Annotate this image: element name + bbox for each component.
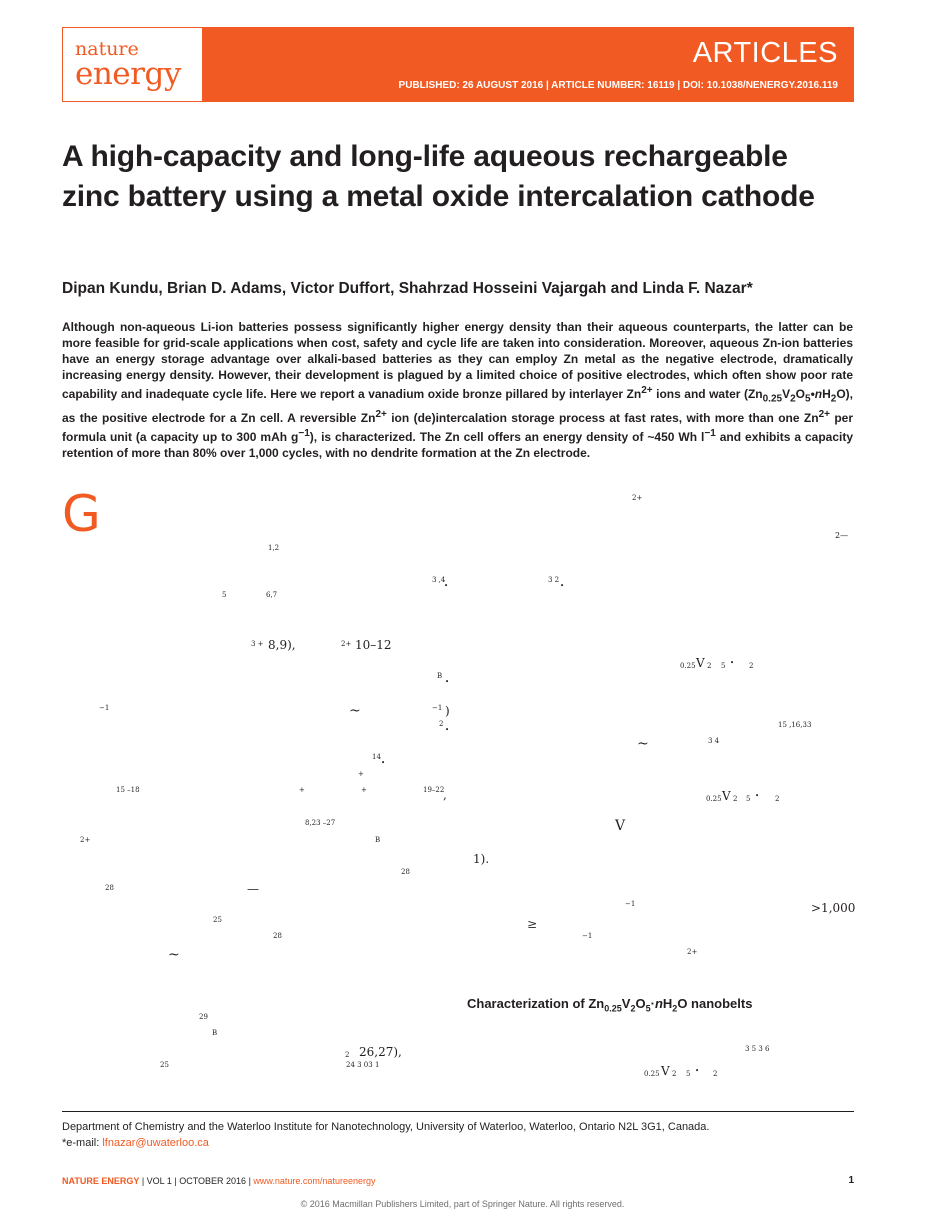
body-fragment: B (375, 836, 381, 844)
article-title: A high-capacity and long-life aqueous rechargeable zinc battery using a metal oxide intercalation cathode (62, 140, 815, 213)
body-fragment: • (560, 582, 565, 590)
body-fragment: 3 + (251, 640, 264, 648)
journal-name: NATURE ENERGY (62, 1176, 140, 1186)
affiliation: Department of Chemistry and the Waterloo Institute for Nanotechnology, University of Waterloo, Waterloo, Ontario N2L 3G1, Canada. (62, 1121, 710, 1133)
body-fragment: B (212, 1029, 218, 1037)
body-fragment: 2— (835, 531, 849, 540)
body-fragment: V (661, 1064, 670, 1078)
body-fragment: 6,7 (266, 591, 278, 599)
body-fragment: 10–12 (355, 638, 392, 652)
publication-info: PUBLISHED: 26 AUGUST 2016 | ARTICLE NUMBER: 16119 | DOI: 10.1038/NENERGY.2016.119 (398, 80, 838, 91)
body-fragment: −1 (432, 704, 443, 712)
body-fragment: • (445, 726, 450, 734)
body-fragment: V (722, 789, 731, 803)
body-fragment: B (437, 672, 443, 680)
body-fragment: 25 (160, 1061, 169, 1069)
body-fragment: 3 2 (548, 576, 560, 584)
body-fragment: ~ (637, 736, 649, 752)
body-fragment: • (730, 659, 735, 667)
body-fragment: 2 (749, 662, 754, 670)
body-fragment: ~ (349, 703, 361, 719)
body-fragment: 5 (686, 1070, 691, 1078)
page-number: 1 (848, 1175, 854, 1186)
body-fragment: 28 (401, 868, 410, 876)
journal-header-bar (62, 27, 854, 102)
body-fragment: 29 (199, 1013, 208, 1021)
body-fragment: 2+ (341, 640, 352, 648)
body-fragment: 2 (672, 1070, 677, 1078)
body-fragment: ) (445, 704, 450, 718)
logo-energy-text: energy (75, 56, 181, 92)
corresponding-email: *e-mail: lfnazar@uwaterloo.ca (62, 1137, 209, 1149)
body-fragment: V (615, 818, 626, 834)
body-fragment: ~ (168, 947, 180, 963)
body-fragment: • (381, 759, 386, 767)
body-fragment: −1 (582, 932, 593, 940)
body-fragment: 2+ (80, 836, 91, 844)
body-fragment: 24 3 03 1 (346, 1061, 380, 1069)
body-fragment: 8,23 –27 (305, 819, 336, 827)
body-fragment: • (444, 582, 449, 590)
body-fragment: 5 (721, 662, 726, 670)
body-fragment: 15 –18 (116, 786, 140, 794)
body-fragment: 5 (222, 591, 227, 599)
section-label: ARTICLES (692, 37, 838, 69)
body-fragment: 3 5 3 6 (745, 1045, 770, 1053)
body-fragment: V (696, 656, 705, 670)
body-fragment: • (445, 678, 450, 686)
body-fragment: + (361, 786, 367, 794)
body-fragment: 26,27), (359, 1045, 402, 1059)
drop-cap: G (62, 485, 101, 543)
body-fragment: • (695, 1067, 700, 1075)
body-fragment: >1,000 (811, 901, 856, 915)
logo-nature-text: nature (75, 38, 139, 60)
section-heading-characterization: Characterization of $Zn_{0.25}V_2O_5\cdot nH_2O$ nanobelts (467, 996, 753, 1014)
journal-url-link[interactable]: www.nature.com/natureenergy (253, 1176, 376, 1186)
body-fragment: 2 (345, 1051, 350, 1059)
body-fragment: 0.25 (644, 1070, 660, 1078)
body-fragment: −1 (99, 704, 110, 712)
body-fragment: 8,9), (268, 638, 296, 652)
body-fragment: 3 ,4 (432, 576, 446, 584)
body-fragment: 28 (105, 884, 114, 892)
body-fragment: 2 (713, 1070, 718, 1078)
journal-logo[interactable] (62, 27, 203, 102)
body-fragment: 2 (733, 795, 738, 803)
body-fragment: 15 ,16,33 (778, 721, 812, 729)
body-fragment: 3 4 (708, 737, 720, 745)
body-fragment: 25 (213, 916, 222, 924)
body-fragment: • (755, 792, 760, 800)
body-fragment: + (358, 770, 364, 778)
body-fragment: 2+ (687, 948, 698, 956)
body-fragment: — (247, 882, 259, 896)
body-fragment: 2+ (632, 494, 643, 502)
body-fragment: 14 (372, 753, 381, 761)
body-fragment: + (299, 786, 305, 794)
body-fragment: −1 (625, 900, 636, 908)
journal-footer: NATURE ENERGY | VOL 1 | OCTOBER 2016 | www.nature.com/natureenergy (62, 1176, 376, 1186)
body-fragment: 1). (473, 852, 490, 866)
abstract: Although non-aqueous Li-ion batteries possess significantly higher energy density than their aqueous counterparts, the latter can be more feasible for grid-scale applications when cost, safety and cycle life are taken into consideration. Moreover, aqueous Zn-ion batteries have an energy storage advantage over alkali-based batteries as they can employ Zn metal as the negative electrode, dramatically increasing energy density. However, their development is plagued by a limited choice of positive electrodes, which often show poor rate capability and inadequate cycle life. Here we report a vanadium oxide bronze pillared by interlayer $Zn^{2+}$ ions and water $(Zn_{0.25}V_2O_5•nH_2O)$, as the positive electrode for a Zn cell. A reversible $Zn^{2+}$ ion (de)intercalation storage process at fast rates, with more than one $Zn^{2+}$ per formula unit (a capacity up to 300 mAh $g^{-1}$), is characterized. The Zn cell offers an energy density of ~450 Wh $l^{-1}$ and exhibits a capacity retention of more than 80% over 1,000 cycles, with no dendrite formation at the Zn electrode. (62, 320, 854, 461)
body-fragment: 5 (746, 795, 751, 803)
body-fragment: 0.25 (706, 795, 722, 803)
body-fragment: 19–22 (423, 786, 445, 794)
author-list: Dipan Kundu, Brian D. Adams, Victor Duffort, Shahrzad Hosseini Vajargah and Linda F. Nazar* (62, 280, 753, 297)
email-link[interactable]: lfnazar@uwaterloo.ca (102, 1137, 209, 1149)
body-fragment: , (443, 788, 447, 802)
body-fragment: 2 (439, 720, 444, 728)
body-fragment: 2 (775, 795, 780, 803)
copyright-notice: © 2016 Macmillan Publishers Limited, part of Springer Nature. All rights reserved. (300, 1199, 625, 1209)
body-fragment: 1,2 (268, 544, 280, 552)
body-fragment: 0.25 (680, 662, 696, 670)
body-fragment: ≥ (527, 917, 538, 931)
body-fragment: 2 (707, 662, 712, 670)
footer-divider (62, 1111, 854, 1112)
body-fragment: 28 (273, 932, 282, 940)
